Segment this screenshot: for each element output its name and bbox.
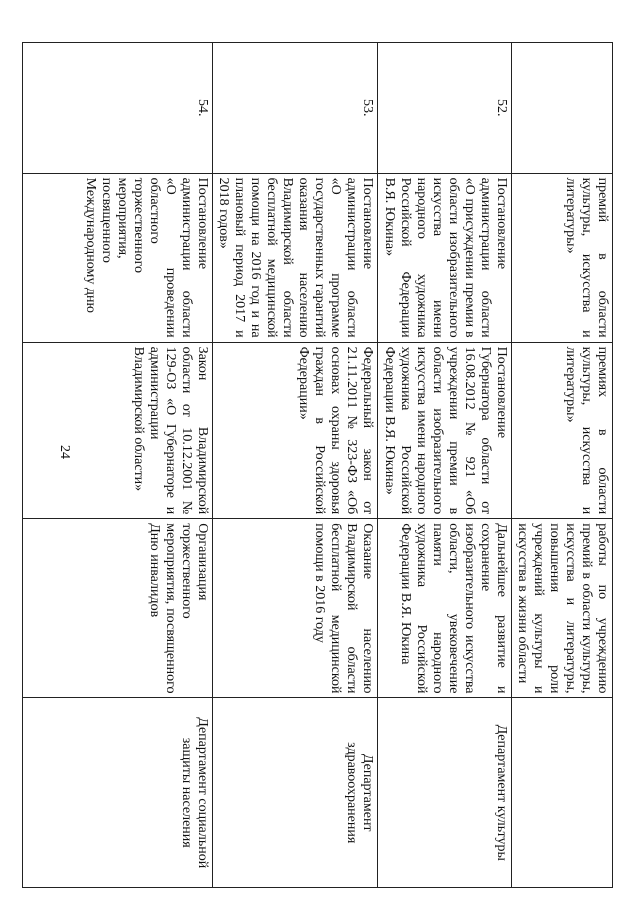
table-row <box>23 43 213 888</box>
row-number <box>512 43 613 174</box>
document-table-wrapper <box>53 42 613 888</box>
executor-cell <box>512 698 613 888</box>
legal-basis-cell: Постановление Губернатора области от 16.08.2012 № 921 «Об учреждении премии в области изобразительного искусства имени народного художника Российской Федерации В.Я. Юкина» <box>378 342 512 519</box>
goal-cell: Организация торжественного мероприятия, посвященного Дню инвалидов <box>23 519 213 698</box>
table-row <box>512 43 613 888</box>
row-number: 54. <box>23 43 213 174</box>
legal-act-cell: премий в области культуры, искусства и литературы» <box>512 173 613 342</box>
goal-cell: Оказание населению Владимирской области бесплатной медицинской помощи в 2016 году <box>213 519 378 698</box>
legal-act-cell: Постановление администрации области «О проведении областного торжественного мероприятия, посвященного Международному дню <box>23 173 213 342</box>
legal-basis-cell: Федеральный закон от 21.11.2011 № 323-ФЗ «Об основах охраны здоровья граждан в Российской Федерации» <box>213 342 378 519</box>
goal-cell: Дальнейшее развитие и сохранение изобразительного искусства области, увековечение памяти народного художника Российской Федерации В.Я. Юкина <box>378 519 512 698</box>
measures-table <box>22 42 613 888</box>
table-row <box>378 43 512 888</box>
row-number: 52. <box>378 43 512 174</box>
page-number: 24 <box>57 445 72 459</box>
executor-cell: Департамент культуры <box>378 698 512 888</box>
row-number: 53. <box>213 43 378 174</box>
executor-cell: Департамент социальной защиты населения <box>23 698 213 888</box>
table-row <box>213 43 378 888</box>
legal-act-cell: Постановление администрации области «О присуждении премии в области изобразительного искусства имени народного художника Российской Федерации В.Я. Юкина» <box>378 173 512 342</box>
legal-basis-cell: премиях в области культуры, искусства и литературы» <box>512 342 613 519</box>
executor-cell: Департамент здравоохранения <box>213 698 378 888</box>
legal-basis-cell: Закон Владимирской области от 10.12.2001 № 129-ОЗ «О Губернаторе и администрации Владимирской области» <box>23 342 213 519</box>
legal-act-cell: Постановление администрации области «О программе государственных гарантий оказания населению Владимирской области бесплатной медицинской помощи на 2016 год и на плановый период 2017 и 2018 годов» <box>213 173 378 342</box>
goal-cell: работы по учреждению премий в области культуры, искусства и литературы, повышения роли учреждений культуры и искусства в жизни области <box>512 519 613 698</box>
